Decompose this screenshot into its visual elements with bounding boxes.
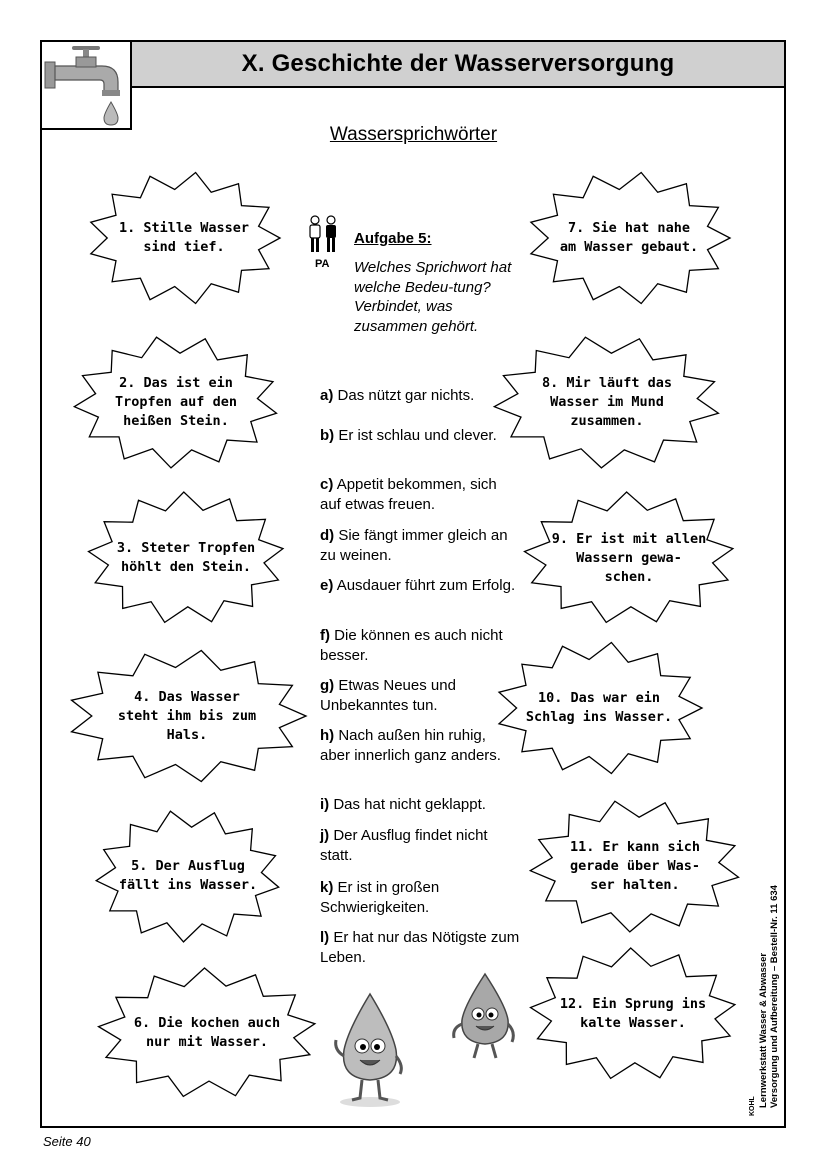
proverb-burst: 11. Er kann sich gerade über Was- ser halten. (528, 798, 742, 934)
droplet-mascot-icon (450, 972, 520, 1064)
task-instruction: Welches Sprichwort hat welche Bedeu-tung? Verbindet, was zusammen gehört. (354, 259, 512, 335)
pair-work-icon (306, 214, 342, 256)
list-item: d) Sie fängt immer gleich an zu weinen. (320, 527, 508, 564)
list-item: k) Er ist in großen Schwierigkeiten. (320, 879, 440, 916)
droplet-mascot-icon (330, 990, 410, 1110)
list-item: f) Die können es auch nicht besser. (320, 627, 503, 664)
list-item: g) Etwas Neues und Unbekanntes tun. (320, 677, 456, 714)
pa-badge: PA (315, 258, 330, 270)
list-item: b) Er ist schlau und clever. (320, 427, 497, 444)
page-title: X. Geschichte der Wasserversorgung (241, 50, 675, 77)
proverb-burst: 3. Steter Tropfen höhlt den Stein. (86, 490, 286, 626)
side-imprint (746, 880, 786, 1120)
section-subtitle: Wassersprichwörter (329, 124, 498, 145)
proverb-burst: 6. Die kochen auch nur mit Wasser. (96, 966, 318, 1100)
list-item: i) Das hat nicht geklappt. (320, 796, 486, 813)
side-line-2: Versorgung und Aufbereitung – Bestell-Nr. 11 634 (769, 885, 780, 1108)
list-item: e) Ausdauer führt zum Erfolg. (320, 577, 516, 594)
list-item: l) Er hat nur das Nötigste zum Leben. (320, 929, 520, 966)
proverb-burst: 7. Sie hat nahe am Wasser gebaut. (526, 170, 732, 306)
proverb-burst: 5. Der Ausflug fällt ins Wasser. (94, 808, 282, 944)
proverb-burst: 12. Ein Sprung ins kalte Wasser. (528, 946, 738, 1082)
page-number: Seite 40 (43, 1134, 91, 1149)
tap-icon-box (40, 40, 132, 130)
list-item: h) Nach außen hin ruhig, aber innerlich ganz anders. (320, 727, 501, 764)
proverb-burst: 4. Das Wasser steht ihm bis zum Hals. (66, 648, 308, 784)
proverb-burst: 2. Das ist ein Tropfen auf den heißen Stein. (72, 334, 280, 470)
list-item: j) Der Ausflug findet nicht statt. (320, 827, 488, 864)
proverb-burst: 8. Mir läuft das Wasser im Mund zusammen. (492, 334, 722, 470)
proverb-burst: 9. Er ist mit allen Wassern gewa- schen. (522, 490, 736, 626)
list-item: c) Appetit bekommen, sich auf etwas freuen. (320, 476, 497, 513)
publisher-logo: KOHL (749, 1096, 756, 1116)
proverb-burst: 10. Das war ein Schlag ins Wasser. (494, 640, 704, 776)
title-bar (130, 40, 786, 88)
proverb-burst: 1. Stille Wasser sind tief. (86, 170, 282, 306)
list-item: a) Das nützt gar nichts. (320, 387, 475, 404)
task-heading: Aufgabe 5: (354, 230, 432, 247)
side-line-1: Lernwerkstatt Wasser & Abwasser (758, 952, 769, 1108)
water-tap-icon (42, 42, 130, 128)
